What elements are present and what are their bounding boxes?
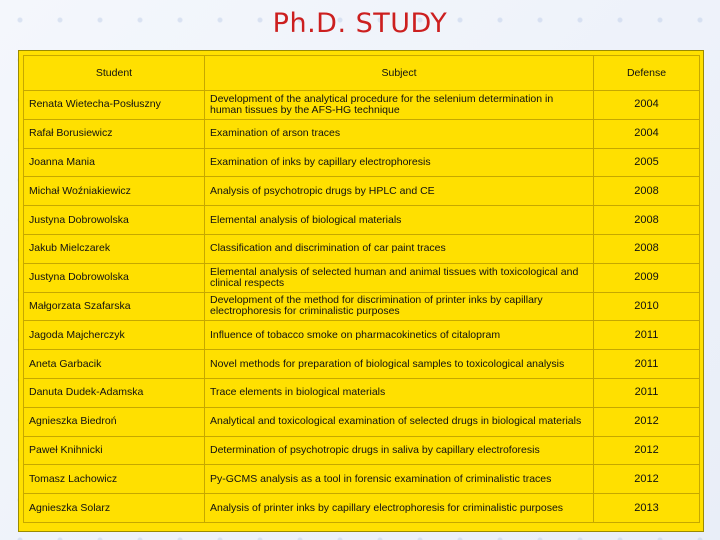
defense-year-cell: 2004 <box>594 119 700 148</box>
phd-table-frame <box>18 50 704 532</box>
student-cell: Justyna Dobrowolska <box>24 206 205 235</box>
table-row <box>24 263 700 292</box>
subject-cell: Analysis of printer inks by capillary electrophoresis for criminalistic purposes <box>205 494 594 523</box>
student-cell: Justyna Dobrowolska <box>24 263 205 292</box>
student-cell: Małgorzata Szafarska <box>24 292 205 321</box>
table-row <box>24 177 700 206</box>
table-row <box>24 91 700 120</box>
subject-cell: Examination of inks by capillary electrophoresis <box>205 148 594 177</box>
student-cell: Agnieszka Biedroń <box>24 407 205 436</box>
student-cell: Rafał Borusiewicz <box>24 119 205 148</box>
subject-cell: Determination of psychotropic drugs in saliva by capillary electroforesis <box>205 436 594 465</box>
table-row <box>24 407 700 436</box>
defense-year-cell: 2008 <box>594 177 700 206</box>
student-cell: Jakub Mielczarek <box>24 234 205 263</box>
defense-year-cell: 2013 <box>594 494 700 523</box>
student-cell: Agnieszka Solarz <box>24 494 205 523</box>
defense-year-cell: 2005 <box>594 148 700 177</box>
table-row <box>24 350 700 379</box>
subject-cell: Elemental analysis of selected human and animal tissues with toxicological and clinical respects <box>205 263 594 292</box>
table-row <box>24 206 700 235</box>
subject-cell: Development of the method for discrimination of printer inks by capillary electrophoresis for criminalistic purposes <box>205 292 594 321</box>
defense-year-cell: 2008 <box>594 206 700 235</box>
table-header-row <box>24 56 700 91</box>
header-defense: Defense <box>594 56 700 91</box>
subject-cell: Examination of arson traces <box>205 119 594 148</box>
table-row <box>24 148 700 177</box>
header-student: Student <box>24 56 205 91</box>
student-cell: Jagoda Majcherczyk <box>24 321 205 350</box>
student-cell: Aneta Garbacik <box>24 350 205 379</box>
table-row <box>24 465 700 494</box>
table-row <box>24 234 700 263</box>
subject-cell: Analysis of psychotropic drugs by HPLC and CE <box>205 177 594 206</box>
subject-cell: Py-GCMS analysis as a tool in forensic examination of criminalistic traces <box>205 465 594 494</box>
subject-cell: Influence of tobacco smoke on pharmacokinetics of citalopram <box>205 321 594 350</box>
subject-cell: Elemental analysis of biological materials <box>205 206 594 235</box>
student-cell: Danuta Dudek-Adamska <box>24 378 205 407</box>
defense-year-cell: 2011 <box>594 321 700 350</box>
table-row <box>24 292 700 321</box>
defense-year-cell: 2010 <box>594 292 700 321</box>
student-cell: Renata Wietecha-Posłuszny <box>24 91 205 120</box>
student-cell: Tomasz Lachowicz <box>24 465 205 494</box>
subject-cell: Classification and discrimination of car paint traces <box>205 234 594 263</box>
table-row <box>24 494 700 523</box>
table-row <box>24 119 700 148</box>
phd-table <box>23 55 700 523</box>
subject-cell: Analytical and toxicological examination of selected drugs in biological materials <box>205 407 594 436</box>
header-subject: Subject <box>205 56 594 91</box>
defense-year-cell: 2012 <box>594 436 700 465</box>
student-cell: Joanna Mania <box>24 148 205 177</box>
student-cell: Michał Woźniakiewicz <box>24 177 205 206</box>
defense-year-cell: 2011 <box>594 350 700 379</box>
table-row <box>24 436 700 465</box>
table-row <box>24 321 700 350</box>
student-cell: Paweł Knihnicki <box>24 436 205 465</box>
defense-year-cell: 2012 <box>594 407 700 436</box>
defense-year-cell: 2011 <box>594 378 700 407</box>
defense-year-cell: 2012 <box>594 465 700 494</box>
defense-year-cell: 2004 <box>594 91 700 120</box>
table-row <box>24 378 700 407</box>
defense-year-cell: 2008 <box>594 234 700 263</box>
subject-cell: Novel methods for preparation of biological samples to toxicological analysis <box>205 350 594 379</box>
subject-cell: Development of the analytical procedure for the selenium determination in human tissues by the AFS-HG technique <box>205 91 594 120</box>
subject-cell: Trace elements in biological materials <box>205 378 594 407</box>
page-title: Ph.D. STUDY <box>272 8 448 39</box>
defense-year-cell: 2009 <box>594 263 700 292</box>
